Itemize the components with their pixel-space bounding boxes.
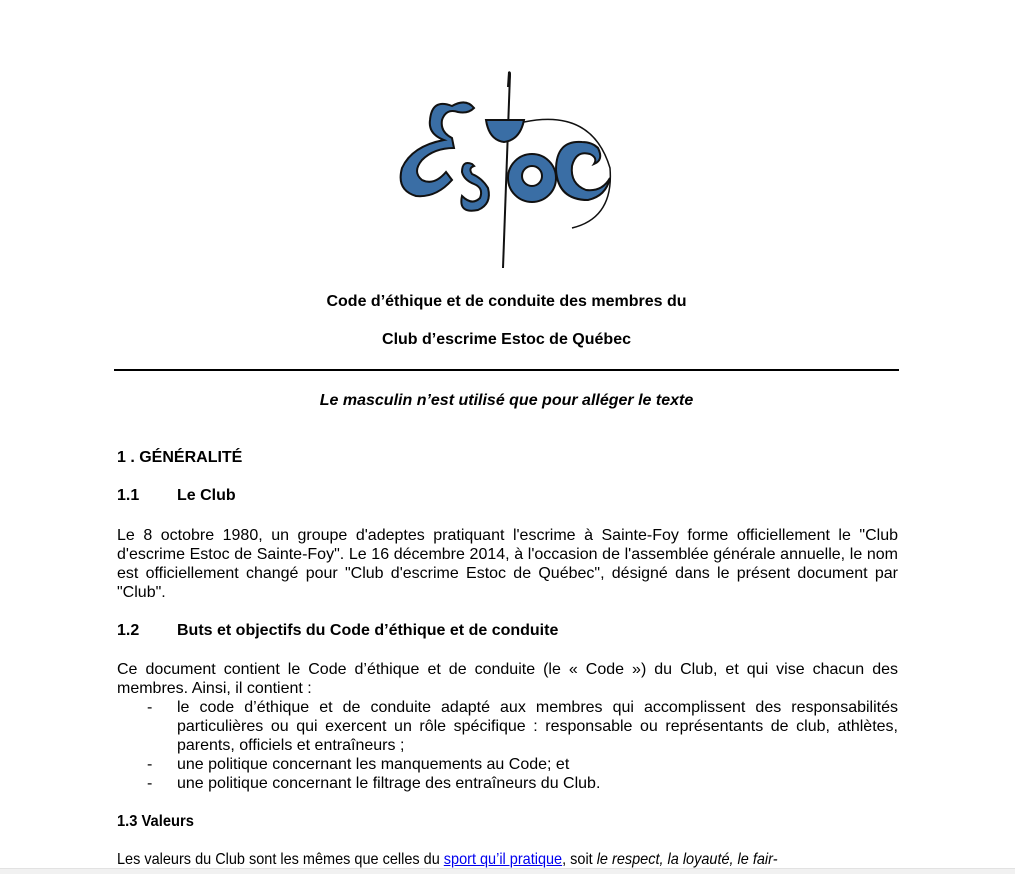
section-1-2-intro: Ce document contient le Code d’éthique et de conduite (le « Code ») du Club, et qui vise chacun des membres. Ainsi, il contient : <box>117 661 898 697</box>
list-item <box>117 755 898 774</box>
values-italic: le respect, la loyauté, le fair- <box>596 851 778 868</box>
section-1-2-heading <box>117 622 898 640</box>
document-title-line1: Code d’éthique et de conduite des membres du <box>326 293 687 310</box>
values-text-prefix: Les valeurs du Club sont les mêmes que celles du <box>117 851 444 868</box>
document-title-line2: Club d’escrime Estoc de Québec <box>382 331 631 348</box>
section-1-1-paragraph: Le 8 octobre 1980, un groupe d'adeptes pratiquant l'escrime à Sainte-Foy forme officiellement le "Club d'escrime Estoc de Sainte-Foy". Le 16 décembre 2014, à l'occasion de l'assemblée générale annuelle, le nom est officiellement changé pour "Club d'escrime Estoc de Québec", désigné dans le présent document par "Club". <box>117 527 898 601</box>
list-item-text: une politique concernant le filtrage des entraîneurs du Club. <box>177 775 601 792</box>
title-divider <box>114 369 899 371</box>
list-item <box>117 698 898 755</box>
section-1-heading: 1 . GÉNÉRALITÉ <box>117 449 243 466</box>
bullet-dash: - <box>147 756 153 773</box>
sport-link[interactable]: sport qu’il pratique <box>443 851 563 868</box>
document-subtitle: Le masculin n’est utilisé que pour alléger le texte <box>319 392 694 409</box>
section-1-3-heading: 1.3 Valeurs <box>117 813 194 830</box>
section-1-3-body <box>117 851 898 869</box>
section-1-1-body <box>117 526 898 602</box>
estoc-logo-image <box>392 68 622 273</box>
section-1-2-number: 1.2 <box>117 622 140 639</box>
bullet-dash: - <box>147 775 153 792</box>
section-1-1-number: 1.1 <box>117 487 140 504</box>
section-1-1-heading <box>117 487 898 505</box>
bullet-dash: - <box>147 699 153 716</box>
section-1-2-title: Buts et objectifs du Code d’éthique et de conduite <box>177 622 559 639</box>
section-1-2-bullet-list <box>117 698 898 793</box>
list-item <box>117 774 898 793</box>
horizontal-scrollbar[interactable] <box>0 868 1015 874</box>
list-item-text: une politique concernant les manquements au Code; et <box>177 756 570 773</box>
section-1-1-title: Le Club <box>177 487 236 504</box>
section-1-3-heading-wrap <box>117 813 898 831</box>
section-1-2-body <box>117 660 898 793</box>
estoc-logo <box>392 68 622 273</box>
section-1-3-paragraph <box>117 851 778 869</box>
list-item-text: le code d’éthique et de conduite adapté aux membres qui accomplissent des responsabilités particulières ou qui exercent un rôle spécifique : responsable ou représentants de club, athlètes, parents, officiels et entraîneurs ; <box>177 699 898 754</box>
values-text-middle: , soit <box>562 851 597 868</box>
